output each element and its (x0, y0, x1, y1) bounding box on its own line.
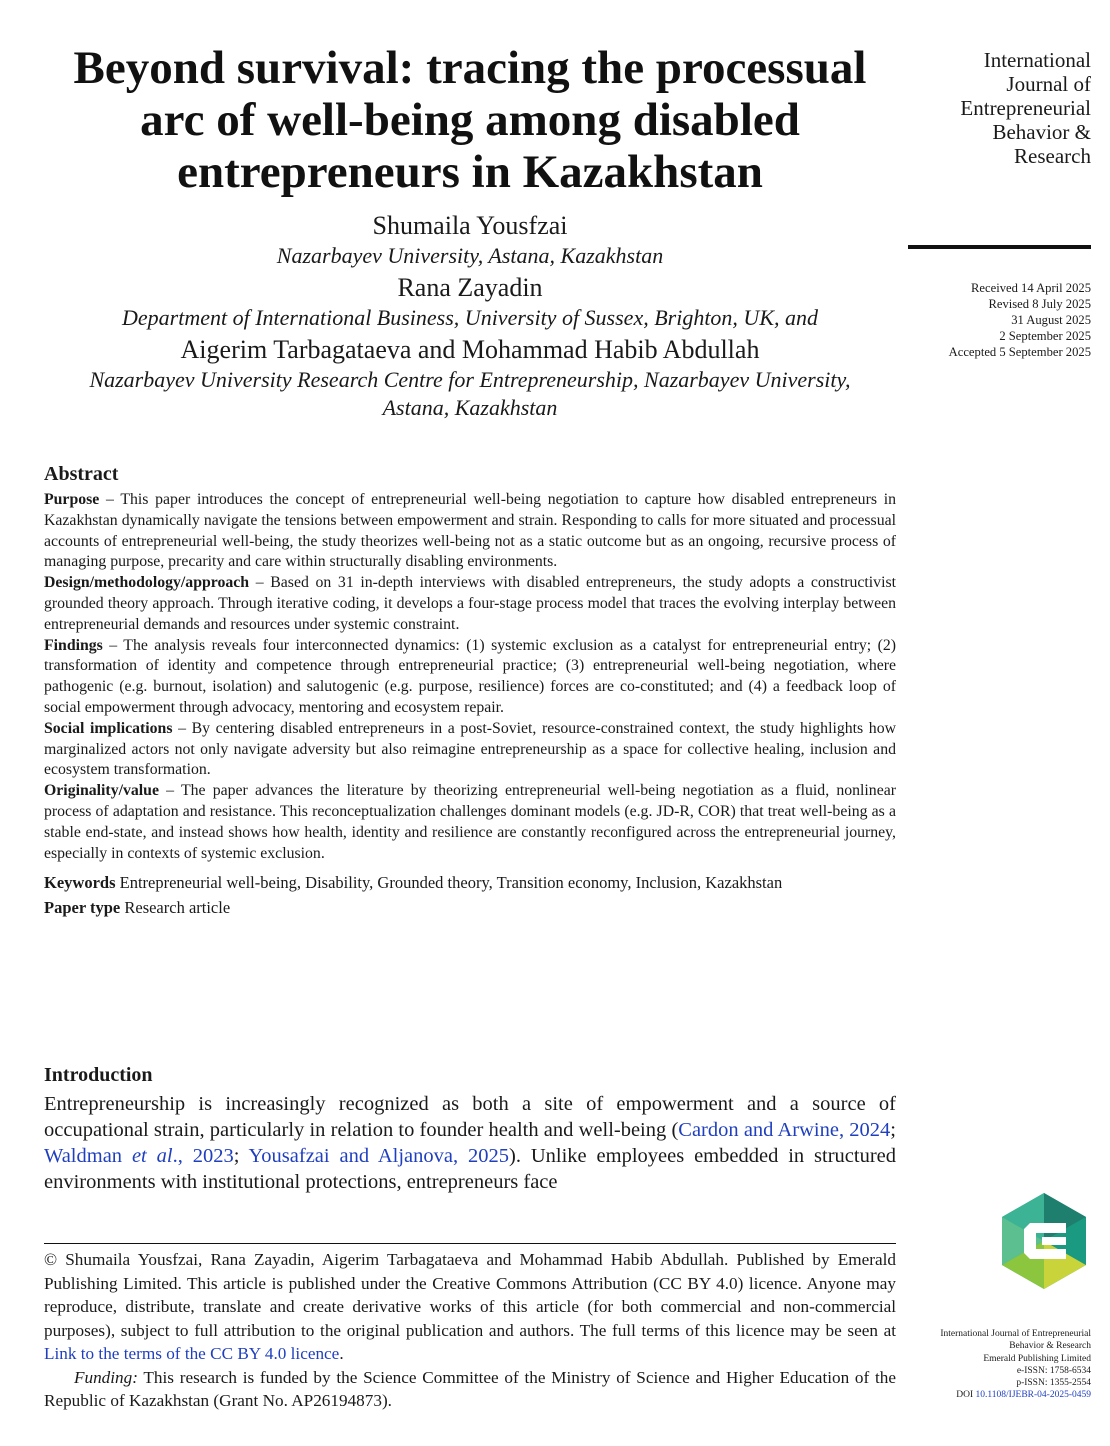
author-affiliation: Nazarbayev University, Astana, Kazakhstan (276, 243, 664, 268)
footnote-divider (44, 1243, 896, 1244)
author-affiliation: Department of International Business, University of Sussex, Brighton, UK, and (122, 305, 818, 330)
author-name: Aigerim Tarbagataeva and Mohammad Habib Abdullah (180, 335, 760, 364)
abstract-findings: Findings – The analysis reveals four interconnected dynamics: (1) systemic exclusion as a catalyst for entrepreneurial entry; (2) transformation of identity and competence through entrepreneurial practice; (3) entrepreneurial well-being negotiation, where pathogenic (e.g. burnout, isolation) and salutogenic (e.g. purpose, resilience) forces are co-constituted; and (4) a feedback loop of social empowerment through advocacy, mentoring and ecosystem repair. (44, 636, 896, 716)
journal-divider (908, 245, 1091, 249)
doi: DOI 10.1108/IJEBR-04-2025-0459 (956, 1390, 1091, 1401)
introduction (44, 1064, 896, 1195)
author-name: Rana Zayadin (397, 273, 543, 302)
citation-link[interactable]: Yousafzai and Aljanova, 2025 (248, 1145, 509, 1167)
journal-footer: International Journal of Entrepreneurial Behavior & Research Emerald Publishing Limited e-ISSN: 1758-6534 p-ISSN: 1355-2554 DOI 10.1108/IJEBR-04-2025-0459 (891, 1328, 1091, 1402)
author-name: Shumaila Yousfzai (372, 211, 568, 240)
copyright-notice: © Shumaila Yousfzai, Rana Zayadin, Aigerim Tarbagataeva and Mohammad Habib Abdullah. Published by Emerald Publishing Limited. This article is published under the Creative Commons Attribution (CC BY 4.0) licence. Anyone may reproduce, distribute, translate and create derivative works of this article (for both commercial and non-commercial purposes), subject to full attribution to the original publication and authors. The full terms of this licence may be seen at Link to the terms of the CC BY 4.0 licence. (44, 1250, 896, 1363)
abstract (44, 463, 896, 920)
abstract-purpose: Purpose – This paper introduces the concept of entrepreneurial well-being negotiation to capture how disabled entrepreneurs in Kazakhstan dynamically navigate the tensions between empowerment and strain. Responding to calls for more situated and processual accounts of entrepreneurial well-being, the study theorizes well-being not as a static outcome but as an ongoing, recursive process of managing purpose, precarity and care within structurally disabling environments. (44, 491, 896, 571)
introduction-heading: Introduction (44, 1064, 153, 1086)
funding-note: Funding: This research is funded by the Science Committee of the Ministry of Science and Higher Education of the Republic of Kazakhstan (Grant No. AP26194873). (44, 1367, 896, 1410)
licence-link[interactable]: Link to the terms of the CC BY 4.0 licence (44, 1344, 340, 1363)
article-dates: Received 14 April 2025 Revised 8 July 2025 31 August 2025 2 September 2025 Accepted 5 September 2025 (948, 281, 1091, 359)
journal-logo-icon (996, 1193, 1092, 1289)
abstract-heading: Abstract (44, 463, 119, 485)
doi-link[interactable]: 10.1108/IJEBR-04-2025-0459 (975, 1390, 1091, 1401)
footnote (44, 1248, 896, 1413)
article-title: Beyond survival: tracing the processual arc of well-being among disabled entrepreneurs in Kazakhstan (73, 42, 867, 198)
citation-link[interactable]: Cardon and Arwine, 2024 (678, 1119, 891, 1141)
abstract-originality: Originality/value – The paper advances the literature by theorizing entrepreneurial well-being negotiation as a fluid, nonlinear process of adaptation and resistance. This reconceptualization challenges dominant models (e.g. JD-R, COR) that treat well-being as a stable end-state, and instead shows how health, identity and resilience are constantly reconfigured across the entrepreneurial journey, especially in contexts of systemic exclusion. (44, 782, 896, 862)
paper-type: Paper type Research article (44, 898, 231, 918)
abstract-design: Design/methodology/approach – Based on 31 in-depth interviews with disabled entrepreneurs, the study adopts a constructivist grounded theory approach. Through iterative coding, it develops a four-stage process model that traces the evolving interplay between entrepreneurial demands and resources under systemic constraint. (44, 574, 896, 633)
journal-name: International Journal of Entrepreneurial Behavior & Research (960, 48, 1091, 168)
author-affiliation: Nazarbayev University Research Centre for Entrepreneurship, Nazarbayev University, Astana, Kazakhstan (89, 367, 851, 420)
keywords: Keywords Entrepreneurial well-being, Disability, Grounded theory, Transition economy, Inclusion, Kazakhstan (44, 873, 783, 893)
author-block (40, 210, 900, 422)
abstract-social-implications: Social implications – By centering disabled entrepreneurs in a post-Soviet, resource-constrained context, the study highlights how marginalized actors not only navigate adversity but also reimagine entrepreneurship as a space for collective healing, inclusion and ecosystem transformation. (44, 719, 897, 779)
citation-link[interactable]: Waldman et al., 2023 (44, 1145, 234, 1167)
introduction-text: Entrepreneurship is increasingly recognized as both a site of empowerment and a source of occupational strain, particularly in relation to founder health and well-being (Cardon and Arwine, 2024; Waldman et al., 2023; Yousafzai and Aljanova, 2025). Unlike employees embedded in structured environments with institutional protections, entrepreneurs face (44, 1093, 897, 1193)
